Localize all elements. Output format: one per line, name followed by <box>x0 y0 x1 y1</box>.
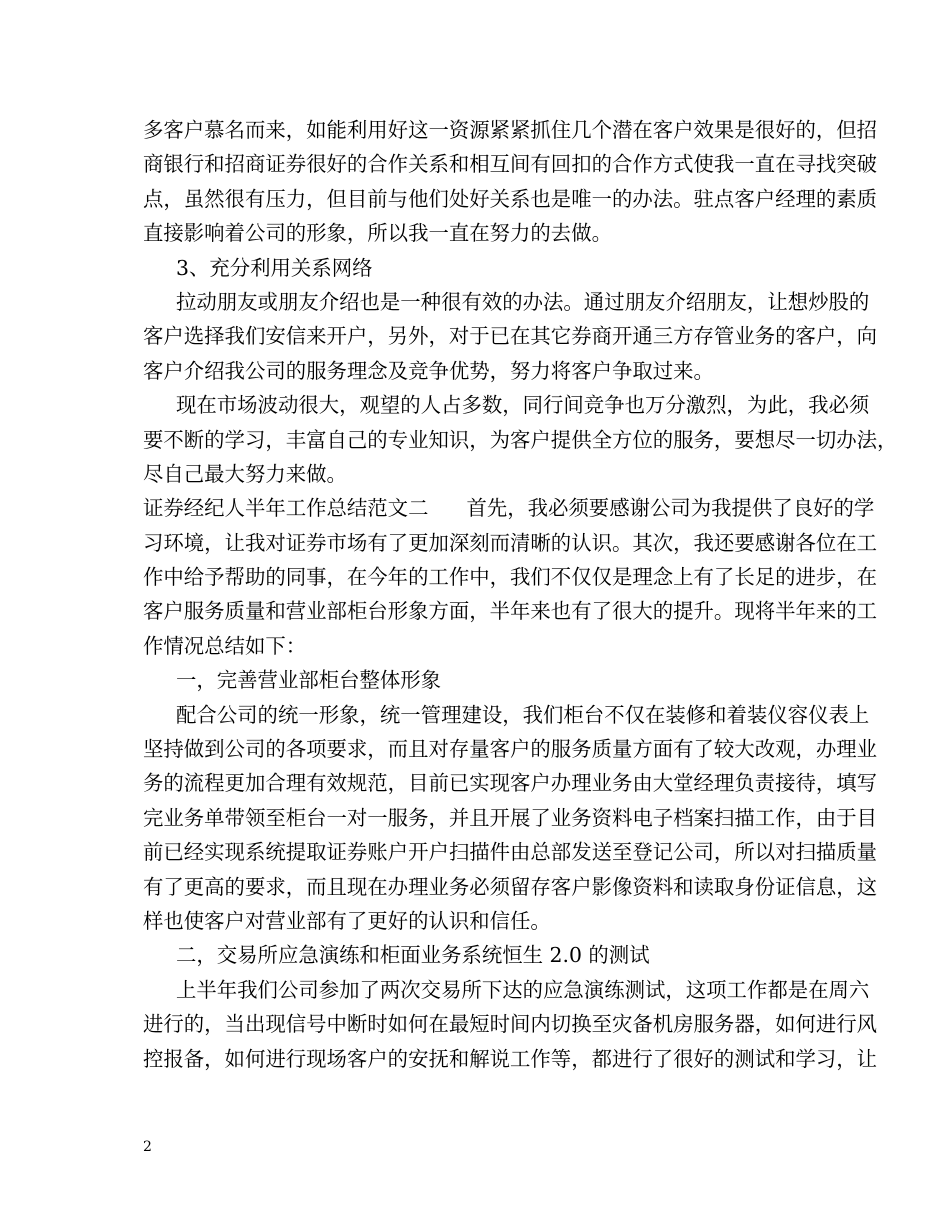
text-line: 3、充分利用关系网络 <box>176 255 373 280</box>
text-line: 直接影响着公司的形象，所以我一直在努力的去做。 <box>143 221 612 246</box>
text-line: 现在市场波动很大，观望的人占多数，同行间竞争也万分激烈，为此，我必须 <box>176 393 870 418</box>
text-line: 客户服务质量和营业部柜台形象方面，半年来也有了很大的提升。现将半年来的工 <box>143 599 878 624</box>
text-line: 点，虽然很有压力，但目前与他们处好关系也是唯一的办法。驻点客户经理的素质 <box>143 186 878 211</box>
text-line: 要不断的学习，丰富自己的专业知识，为客户提供全方位的服务，要想尽一切办法， <box>143 427 898 452</box>
text-line: 客户选择我们安信来开户，另外，对于已在其它券商开通三方存管业务的客户，向 <box>143 324 878 349</box>
text-line: 务的流程更加合理有效规范，目前已实现客户办理业务由大堂经理负责接待，填写 <box>143 771 878 796</box>
text-line: 前已经实现系统提取证券账户开户扫描件由总部发送至登记公司，所以对扫描质量 <box>143 840 878 865</box>
body-text <box>143 113 898 1076</box>
text-line: 商银行和招商证券很好的合作关系和相互间有回扣的合作方式使我一直在寻找突破 <box>143 152 878 177</box>
text-line: 样也使客户对营业部有了更好的认识和信任。 <box>143 908 551 933</box>
text-line: 上半年我们公司参加了两次交易所下达的应急演练测试，这项工作都是在周六 <box>176 977 870 1002</box>
text-line: 作中给予帮助的同事，在今年的工作中，我们不仅仅是理念上有了长足的进步，在 <box>143 565 878 590</box>
text-line: 多客户慕名而来，如能利用好这一资源紧紧抓住几个潜在客户效果是很好的，但招 <box>143 118 878 142</box>
paragraph-block-before <box>143 113 898 491</box>
text-line: 配合公司的统一形象，统一管理建设，我们柜台不仅在装修和着装仪容仪表上 <box>176 702 870 727</box>
text-line: 进行的，当出现信号中断时如何在最短时间内切换至灾备机房服务器，如何进行风 <box>143 1012 878 1037</box>
page-number: 2 <box>143 1139 152 1155</box>
section-lead-text: 首先，我必须要感谢公司为我提供了良好的学 <box>466 496 875 521</box>
text-line: 拉动朋友或朋友介绍也是一种很有效的办法。通过朋友介绍朋友，让想炒股的 <box>176 289 870 314</box>
text-line: 控报备，如何进行现场客户的安抚和解说工作等，都进行了很好的测试和学习，让 <box>143 1046 878 1071</box>
text-line: 有了更高的要求，而且现在办理业务必须留存客户影像资料和读取身份证信息，这 <box>143 874 878 899</box>
text-line: 习环境，让我对证券市场有了更加深刻而清晰的认识。其次，我还要感谢各位在工 <box>143 530 878 555</box>
text-line: 一，完善营业部柜台整体形象 <box>176 668 442 693</box>
section-heading-line <box>143 491 875 525</box>
paragraph-block-after <box>143 526 878 1076</box>
text-line: 完业务单带领至柜台一对一服务，并且开展了业务资料电子档案扫描工作，由于目 <box>143 805 878 830</box>
section-title: 证券经纪人半年工作总结范文二 <box>143 496 429 521</box>
text-line: 二，交易所应急演练和柜面业务系统恒生 2.0 的测试 <box>176 943 650 968</box>
text-line: 尽自己最大努力来做。 <box>143 461 347 486</box>
text-line: 作情况总结如下： <box>143 633 307 658</box>
text-line: 客户介绍我公司的服务理念及竞争优势，努力将客户争取过来。 <box>143 358 714 383</box>
text-line: 坚持做到公司的各项要求，而且对存量客户的服务质量方面有了较大改观，办理业 <box>143 737 878 762</box>
